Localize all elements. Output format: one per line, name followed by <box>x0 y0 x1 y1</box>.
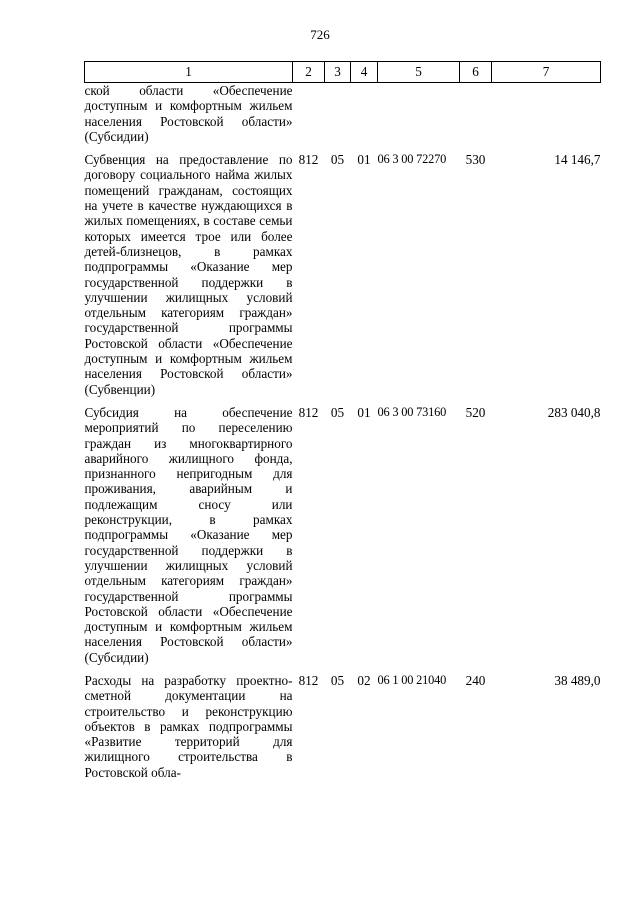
table-row <box>85 405 601 665</box>
row-section-code: 05 <box>330 404 345 420</box>
row-target-article <box>378 83 460 145</box>
row-expense-type: 520 <box>465 404 486 420</box>
row-amount: 283 040,8 <box>547 404 601 420</box>
column-header-1: 1 <box>85 62 293 83</box>
row-amount <box>492 83 601 145</box>
table-row <box>85 152 601 397</box>
row-description: ской области «Обеспечение доступным и комфортным жильем населения Ростовской области» (Субсидии) <box>84 83 293 144</box>
row-description: Субсидия на обеспечение мероприятий по переселению граждан из многоквартирного аварийного жилищного фонда, признанного непригодным для проживания, аварийным и подлежащим сносу или реконструкции, в рамках подпрограммы «Оказание мер государственной поддержки в улучшении жилищных условий отдельным категориям граждан» государственной программы Ростовской области «Обеспечение доступным и комфортным жильем населения Ростовской области» (Субсидии) <box>84 404 293 665</box>
row-target-article: 06 1 00 21040 <box>377 672 447 687</box>
page-number: 726 <box>310 27 330 42</box>
row-expense-type: 240 <box>465 672 486 688</box>
row-ministry-code: 812 <box>298 152 319 168</box>
row-description: Субвенция на предоставление по договору социального найма жилых помещений гражданам, состоящих на учете в качестве нуждающихся в жилых помещениях, в составе семьи которых имеется трое или более детей-близнецов, в рамках подпрограммы «Оказание мер государственной поддержки в улучшении жилищных условий отдельным категориям граждан» государственной программы Ростовской области «Обеспечение доступным и комфортным жильем населения Ростовской области» (Субвенции) <box>84 152 293 397</box>
column-header-3: 3 <box>325 62 351 83</box>
row-ministry-code: 812 <box>298 404 319 420</box>
row-amount: 14 146,7 <box>554 152 601 168</box>
row-description: Расходы на разработку проектно-сметной документации на строительство и реконструкцию объектов в рамках подпрограммы «Развитие территорий для жилищного строительства в Ростовской обла- <box>84 672 293 780</box>
row-subsection-code: 02 <box>357 672 371 688</box>
row-ministry-code: 812 <box>298 672 319 688</box>
row-section-code <box>325 83 351 145</box>
column-header-6: 6 <box>460 62 492 83</box>
row-expense-type <box>460 83 492 145</box>
table-row <box>85 673 601 780</box>
row-section-code: 05 <box>330 672 345 688</box>
row-target-article: 06 3 00 73160 <box>377 404 447 419</box>
row-expense-type: 530 <box>465 152 486 168</box>
row-subsection-code <box>351 83 378 145</box>
row-subsection-code: 01 <box>357 152 371 168</box>
row-target-article: 06 3 00 72270 <box>377 152 447 167</box>
table-row <box>85 83 601 145</box>
column-header-2: 2 <box>293 62 325 83</box>
column-header-7: 7 <box>492 62 601 83</box>
column-header-4: 4 <box>351 62 378 83</box>
row-ministry-code <box>293 83 325 145</box>
row-section-code: 05 <box>330 152 345 168</box>
budget-table <box>84 61 601 780</box>
column-header-5: 5 <box>378 62 460 83</box>
table-header-row <box>85 62 601 83</box>
row-amount: 38 489,0 <box>554 672 601 688</box>
row-subsection-code: 01 <box>357 404 371 420</box>
